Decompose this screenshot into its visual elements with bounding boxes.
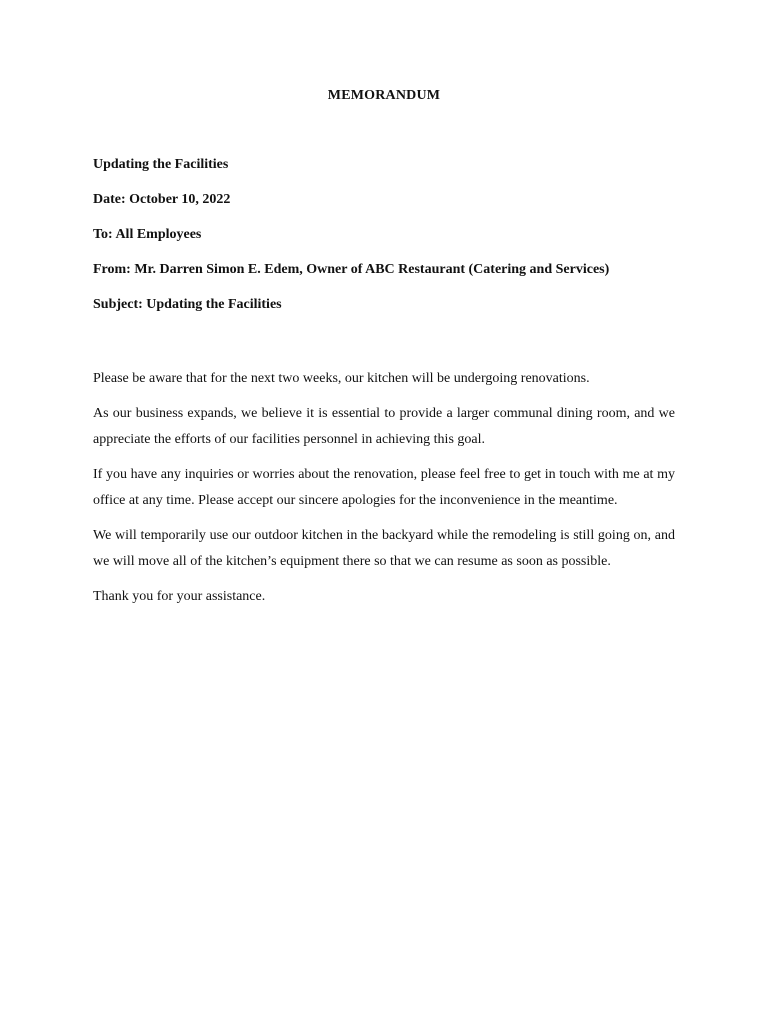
- memo-subject: Subject: Updating the Facilities: [93, 297, 282, 312]
- body-paragraph-3: If you have any inquiries or worries about the renovation, please feel free to get in touch with me at my office at any time. Please accept our sincere apologies for the inconvenience in the meantime.: [93, 467, 675, 508]
- memo-date: Date: October 10, 2022: [93, 192, 231, 207]
- body-paragraph-5: Thank you for your assistance.: [93, 589, 266, 604]
- memo-body: [93, 366, 675, 619]
- memo-title: MEMORANDUM: [327, 88, 441, 103]
- memo-to: To: All Employees: [93, 227, 202, 242]
- body-paragraph-4: We will temporarily use our outdoor kitchen in the backyard while the remodeling is still going on, and we will move all of the kitchen’s equipment there so that we can resume as soon as possible.: [93, 528, 675, 569]
- memo-from: From: Mr. Darren Simon E. Edem, Owner of ABC Restaurant (Catering and Services): [93, 262, 610, 277]
- body-paragraph-2: As our business expands, we believe it is essential to provide a larger communal dining room, and we appreciate the efforts of our facilities personnel in achieving this goal.: [93, 406, 675, 447]
- body-paragraph-1: Please be aware that for the next two weeks, our kitchen will be undergoing renovations.: [93, 371, 590, 386]
- memo-heading: Updating the Facilities: [93, 157, 229, 172]
